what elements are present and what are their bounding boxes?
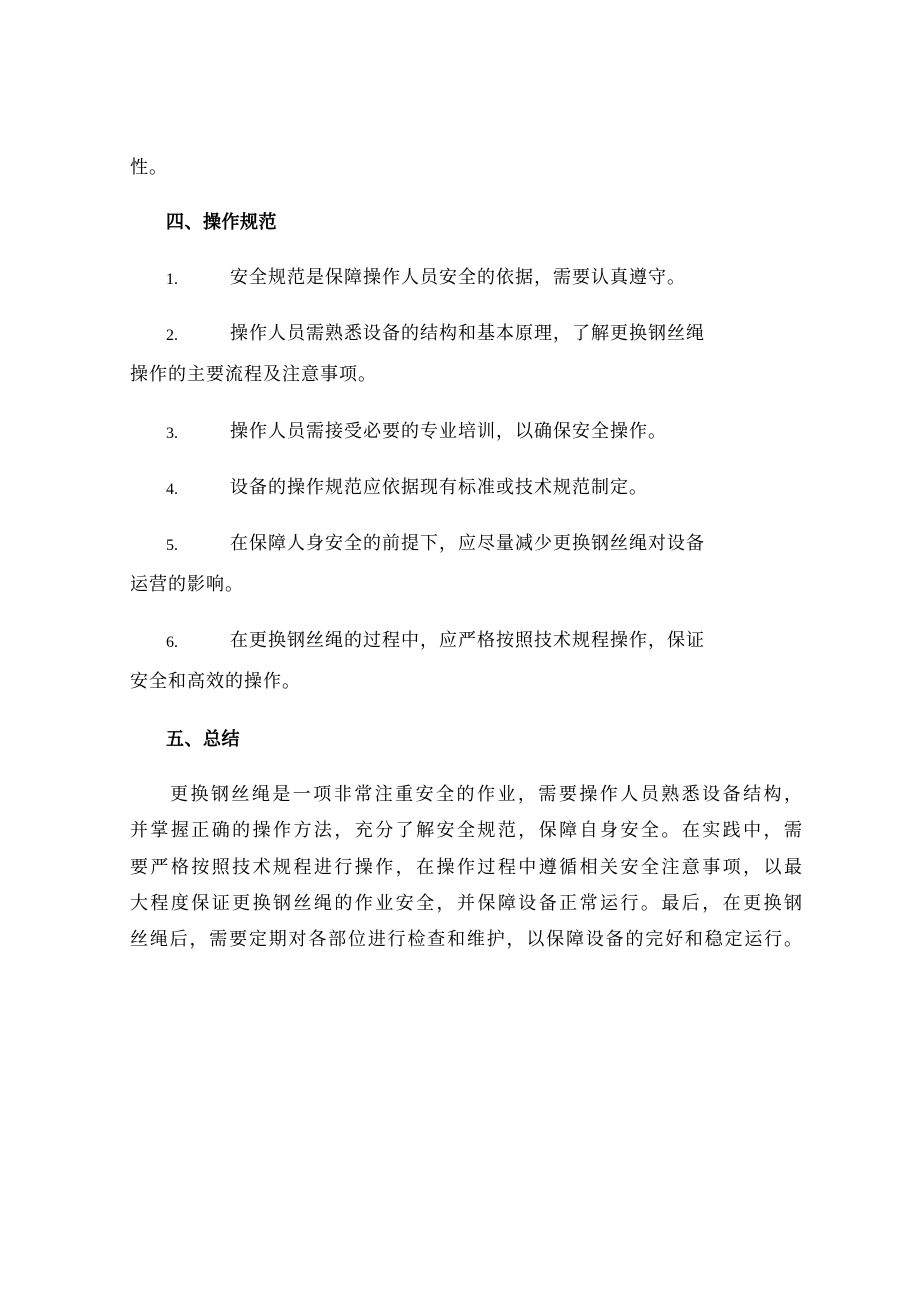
list-item-number: 3. [166, 425, 178, 442]
section-5-heading: 五、总结 [166, 729, 240, 750]
list-item-text-continued: 运营的影响。 [130, 574, 244, 595]
summary-paragraph-line: 大程度保证更换钢丝绳的作业安全，并保障设备正常运行。最后，在更换钢 [130, 893, 802, 914]
list-item-text-continued: 安全和高效的操作。 [130, 671, 301, 692]
list-item-number: 4. [166, 481, 178, 498]
list-item-number: 1. [166, 271, 178, 288]
list-item-text: 安全规范是保障操作人员安全的依据，需要认真遵守。 [230, 267, 686, 288]
list-item-number: 2. [166, 327, 178, 344]
list-item-text: 操作人员需熟悉设备的结构和基本原理，了解更换钢丝绳 [230, 323, 705, 344]
section-4-heading: 四、操作规范 [166, 212, 277, 233]
list-item-number: 6. [166, 634, 178, 651]
summary-paragraph-line: 丝绳后，需要定期对各部位进行检查和维护，以保障设备的完好和稳定运行。 [130, 929, 802, 950]
list-item-text: 在更换钢丝绳的过程中，应严格按照技术规程操作，保证 [230, 630, 705, 651]
summary-paragraph-line: 更换钢丝绳是一项非常注重安全的作业，需要操作人员熟悉设备结构， [170, 784, 802, 805]
continuation-text: 性。 [130, 157, 168, 178]
list-item-text: 设备的操作规范应依据现有标准或技术规范制定。 [230, 477, 648, 498]
summary-paragraph-line: 并掌握正确的操作方法，充分了解安全规范，保障自身安全。在实践中，需 [130, 820, 802, 841]
list-item-text: 操作人员需接受必要的专业培训，以确保安全操作。 [230, 421, 667, 442]
list-item-number: 5. [166, 537, 178, 554]
summary-paragraph-line: 要严格按照技术规程进行操作，在操作过程中遵循相关安全注意事项，以最 [130, 857, 802, 878]
list-item-text-continued: 操作的主要流程及注意事项。 [130, 364, 377, 385]
list-item-text: 在保障人身安全的前提下，应尽量减少更换钢丝绳对设备 [230, 533, 705, 554]
